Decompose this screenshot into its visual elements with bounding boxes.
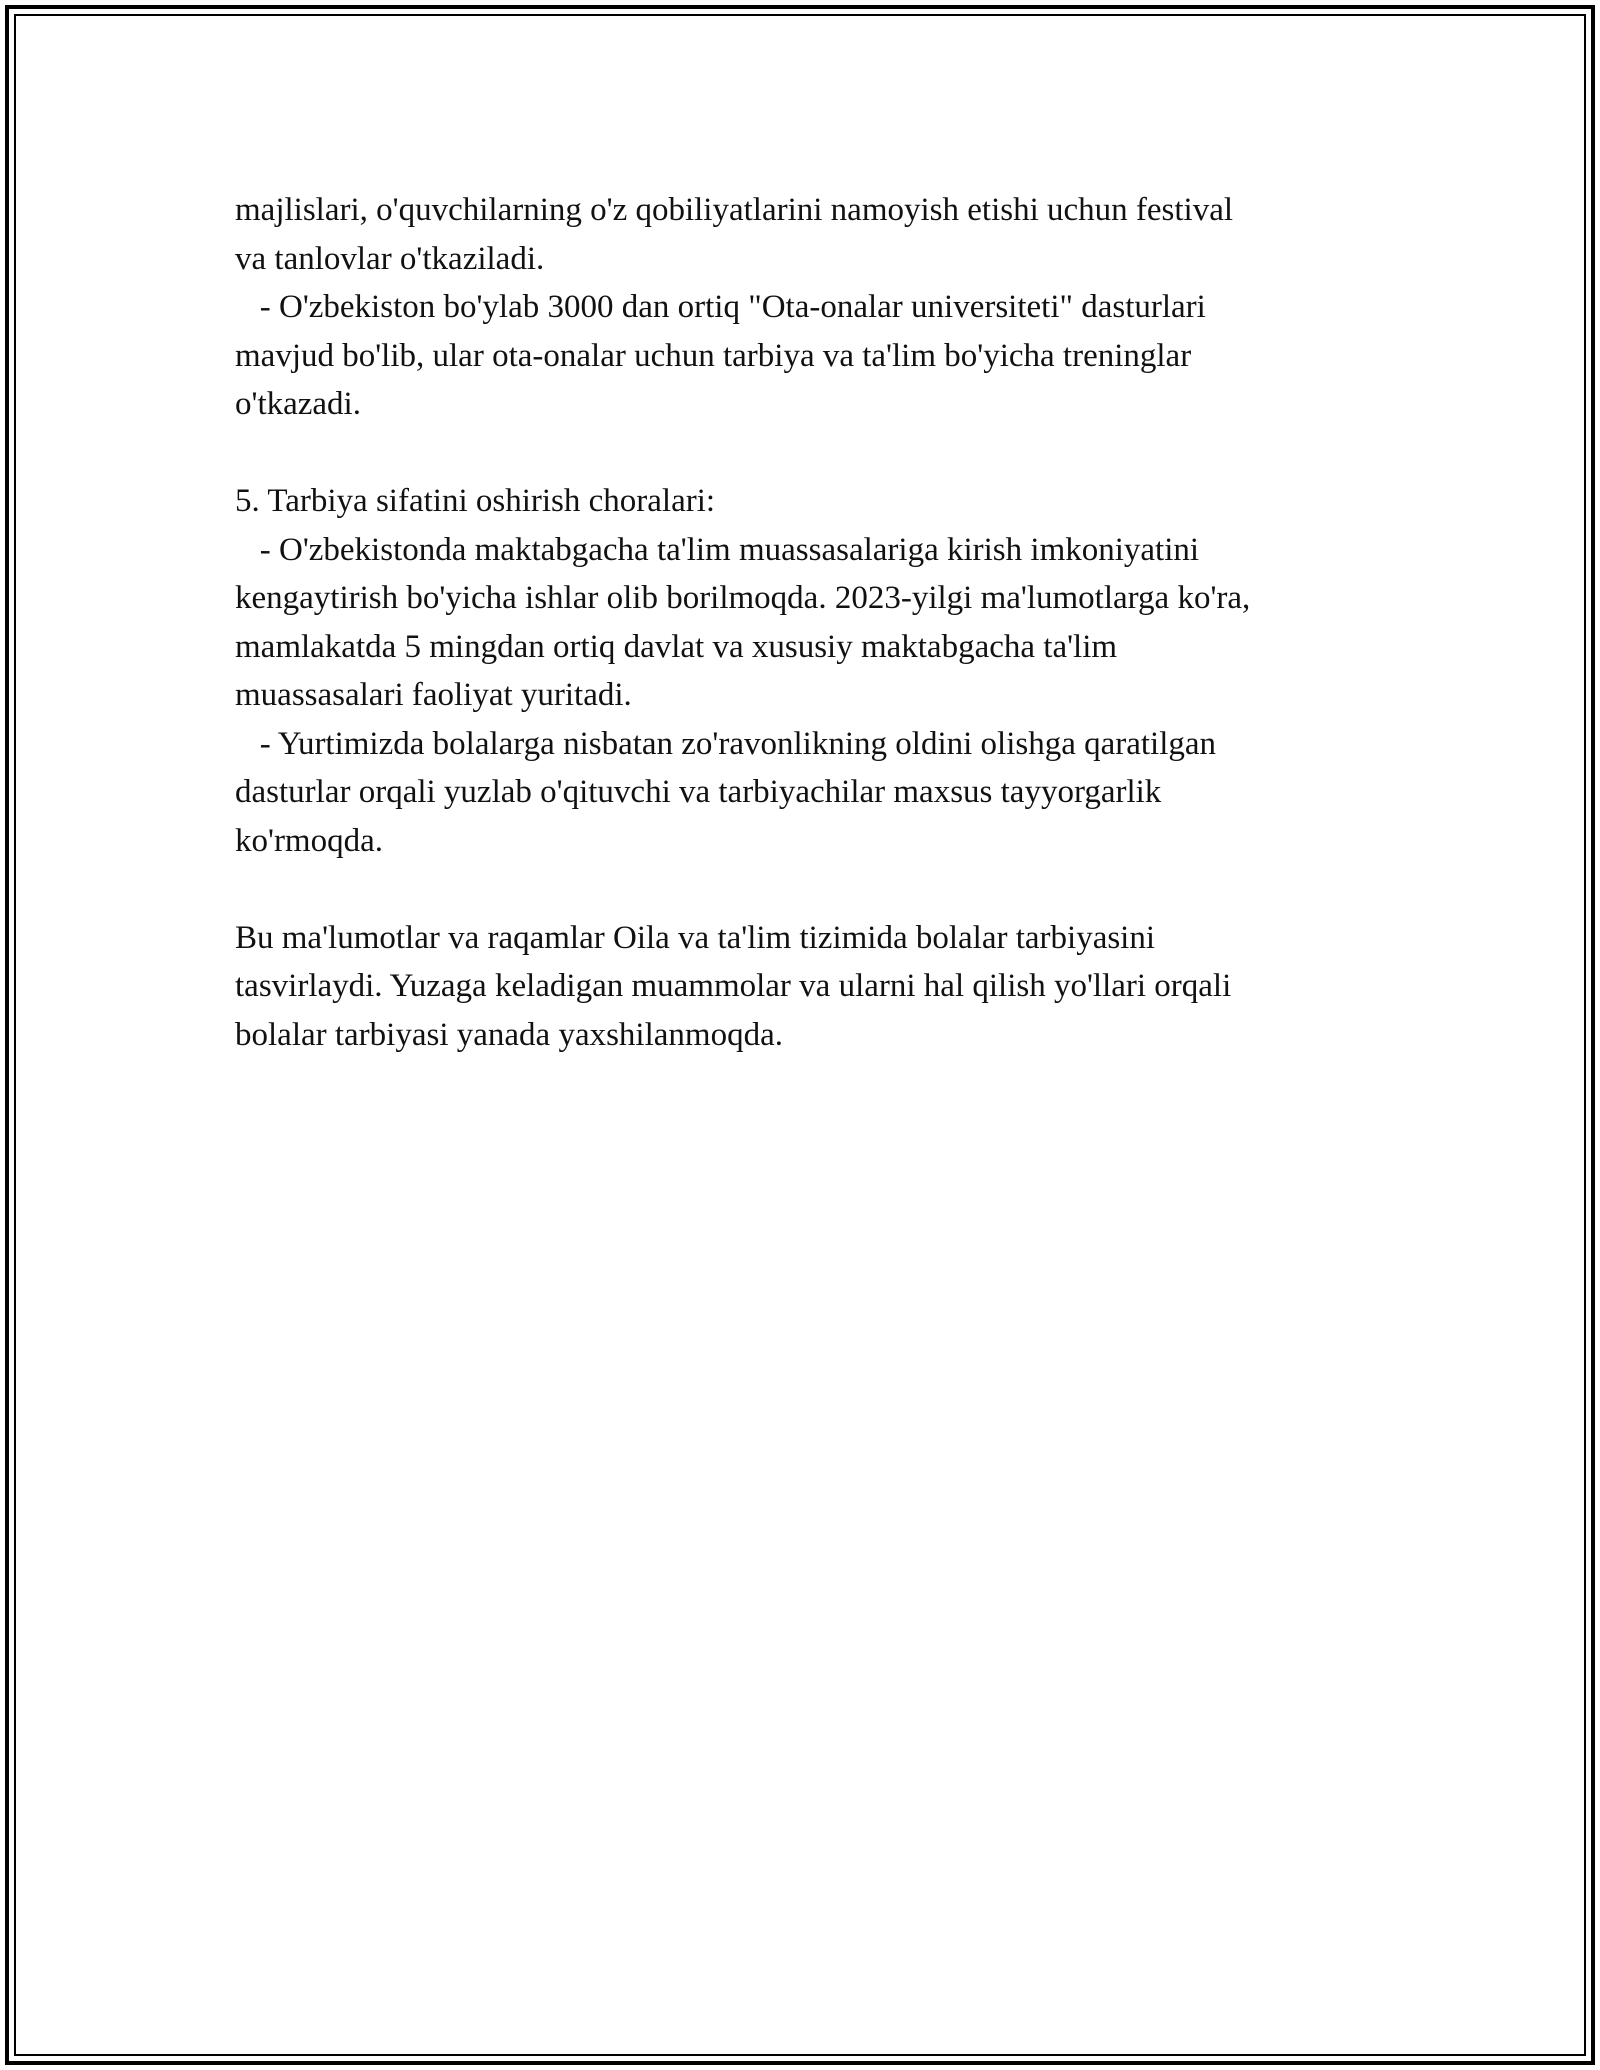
text-line: dasturlar orqali yuzlab o'qituvchi va tarbiyachilar maxsus tayyorgarlik	[235, 774, 1162, 810]
paragraph-gap	[235, 865, 1395, 914]
paragraph-gap	[235, 429, 1395, 478]
text-line: tasvirlaydi. Yuzaga keladigan muammolar va ularni hal qilish yo'llari orqali	[235, 968, 1232, 1004]
text-line: va tanlovlar o'tkaziladi.	[235, 240, 545, 277]
text-line: mavjud bo'lib, ular ota-onalar uchun tarbiya va ta'lim bo'yicha treninglar	[235, 337, 1192, 374]
text-line: o'tkazadi.	[235, 386, 361, 422]
text-line: Bu ma'lumotlar va raqamlar Oila va ta'lim tizimida bolalar tarbiyasini	[235, 919, 1156, 956]
text-line: - Yurtimizda bolalarga nisbatan zo'ravonlikning oldini olishga qaratilgan	[235, 725, 1217, 762]
text-line: - O'zbekistonda maktabgacha ta'lim muassasalariga kirish imkoniyatini	[235, 531, 1200, 568]
text-line: majlislari, o'quvchilarning o'z qobiliyatlarini namoyish etishi uchun festival	[235, 192, 1234, 228]
text-line: bolalar tarbiyasi yanada yaxshilanmoqda.	[235, 1016, 783, 1053]
text-line: - O'zbekiston bo'ylab 3000 dan ortiq "Ota-onalar universiteti" dasturlari	[235, 289, 1206, 325]
text-line: ko'rmoqda.	[235, 822, 384, 859]
section-heading: 5. Tarbiya sifatini oshirish choralari:	[235, 483, 716, 519]
text-line: kengaytirish bo'yicha ishlar olib borilmoqda. 2023-yilgi ma'lumotlarga ko'ra,	[235, 580, 1251, 616]
text-line: mamlakatda 5 mingdan ortiq davlat va xususiy maktabgacha ta'lim	[235, 628, 1118, 665]
document-body	[235, 186, 1395, 1059]
text-line: muassasalari faoliyat yuritadi.	[235, 677, 632, 713]
